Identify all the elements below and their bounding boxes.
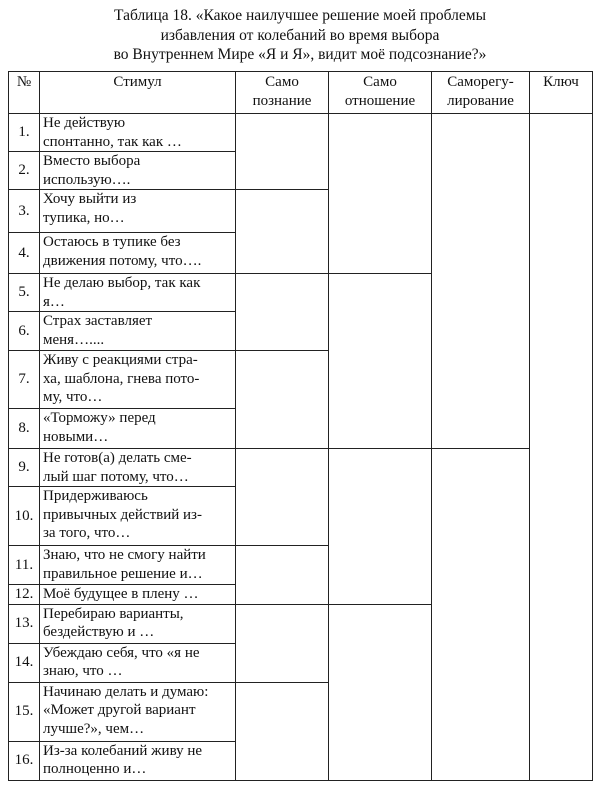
stimulus-cell: Перебираю варианты, бездействую и … (40, 604, 236, 643)
row-number: 13. (9, 604, 40, 643)
caption-line-2: избавления от колебаний во время выбора (160, 26, 440, 44)
self-knowledge-cell[interactable] (236, 546, 329, 605)
stimulus-cell: Живу с реакциями стра- ха, шаблона, гнева пото- му, что… (40, 351, 236, 409)
stimulus-cell: Из-за колебаний живу не полноценно и… (40, 741, 236, 780)
row-number: 8. (9, 409, 40, 449)
stimulus-cell: Не действую спонтанно, так как … (40, 114, 236, 152)
key-cell[interactable] (530, 114, 593, 781)
header-self-knowledge: Само познание (236, 72, 329, 114)
header-row (9, 72, 593, 114)
self-regulation-cell[interactable] (432, 449, 530, 781)
header-stimulus: Стимул (40, 72, 236, 114)
stimulus-cell: Моё будущее в плену … (40, 585, 236, 605)
row-number: 4. (9, 233, 40, 274)
row-number: 14. (9, 643, 40, 682)
stimulus-cell: Не делаю выбор, так как я… (40, 274, 236, 312)
table-row (9, 114, 593, 152)
header-self-attitude: Само отношение (329, 72, 432, 114)
row-number: 2. (9, 152, 40, 190)
stimulus-cell: Хочу выйти из тупика, но… (40, 190, 236, 233)
self-attitude-cell[interactable] (329, 114, 432, 274)
self-knowledge-cell[interactable] (236, 274, 329, 351)
self-knowledge-cell[interactable] (236, 351, 329, 449)
table-row (9, 449, 593, 487)
self-attitude-cell[interactable] (329, 604, 432, 780)
row-number: 6. (9, 312, 40, 351)
row-number: 11. (9, 546, 40, 585)
self-regulation-cell[interactable] (432, 114, 530, 449)
row-number: 3. (9, 190, 40, 233)
stimulus-cell: Начинаю делать и думаю: «Может другой вариант лучше?», чем… (40, 682, 236, 741)
row-number: 9. (9, 449, 40, 487)
self-knowledge-cell[interactable] (236, 449, 329, 546)
self-knowledge-cell[interactable] (236, 604, 329, 682)
stimulus-cell: «Торможу» перед новыми… (40, 409, 236, 449)
self-attitude-cell[interactable] (329, 274, 432, 449)
self-attitude-cell[interactable] (329, 449, 432, 605)
row-number: 7. (9, 351, 40, 409)
self-knowledge-cell[interactable] (236, 682, 329, 780)
header-self-regulation: Саморегу- лирование (432, 72, 530, 114)
caption-line-3: во Внутреннем Мире «Я и Я», видит моё подсознание?» (113, 46, 487, 63)
header-key: Ключ (530, 72, 593, 114)
table-caption (0, 6, 600, 65)
stimulus-cell: Вместо выбора использую…. (40, 152, 236, 190)
row-number: 10. (9, 487, 40, 546)
stimulus-cell: Придерживаюсь привычных действий из- за того, что… (40, 487, 236, 546)
row-number: 16. (9, 741, 40, 780)
header-num: № (9, 72, 40, 114)
stimulus-cell: Остаюсь в тупике без движения потому, что…. (40, 233, 236, 274)
stimulus-cell: Убеждаю себя, что «я не знаю, что … (40, 643, 236, 682)
stimulus-cell: Знаю, что не смогу найти правильное решение и… (40, 546, 236, 585)
row-number: 12. (9, 585, 40, 605)
stimulus-table (8, 71, 593, 781)
stimulus-cell: Не готов(а) делать сме- лый шаг потому, что… (40, 449, 236, 487)
stimulus-cell: Страх заставляет меня….... (40, 312, 236, 351)
self-knowledge-cell[interactable] (236, 190, 329, 274)
row-number: 15. (9, 682, 40, 741)
row-number: 5. (9, 274, 40, 312)
row-number: 1. (9, 114, 40, 152)
self-knowledge-cell[interactable] (236, 114, 329, 190)
caption-line-1: Таблица 18. «Какое наилучшее решение моей проблемы (113, 7, 487, 24)
